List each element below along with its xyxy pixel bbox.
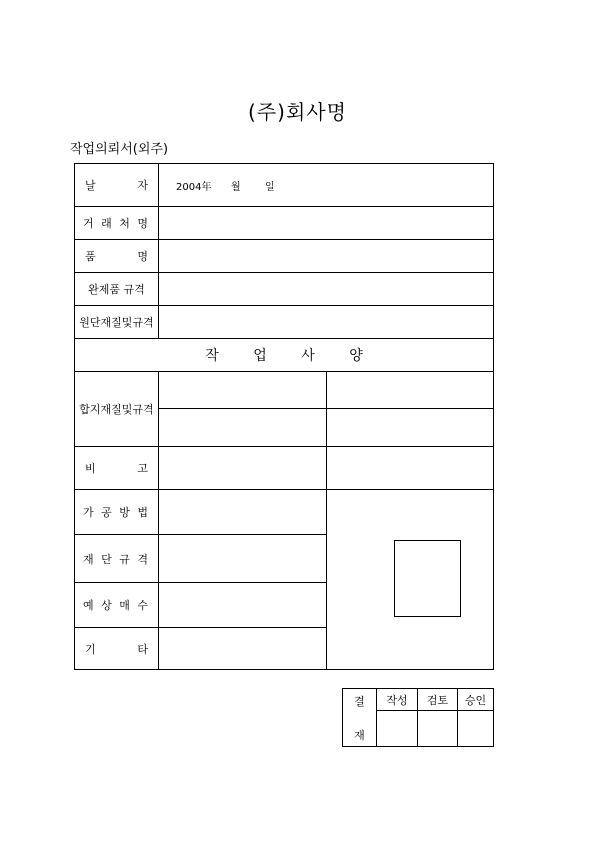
remarks-label-char-2: 고 (137, 462, 148, 475)
other-label-char-1: 기 (85, 643, 96, 656)
expected-sheets-label: 예 상 매 수 (83, 599, 150, 612)
product-name-field[interactable] (159, 240, 493, 272)
row-divider (158, 408, 494, 409)
column-divider (326, 371, 327, 670)
laminate-spec-label: 합지재질및규격 (79, 403, 154, 416)
column-divider (158, 371, 159, 670)
product-name-label (75, 240, 158, 272)
raw-material-spec-field[interactable] (159, 306, 493, 338)
section-char-2: 업 (253, 348, 267, 364)
section-char-1: 작 (205, 348, 219, 364)
approval-approver-sign[interactable] (458, 711, 493, 747)
approval-reviewer-label: 검토 (426, 693, 449, 707)
date-label-char-2: 자 (137, 179, 148, 192)
processing-method-label: 가 공 방 법 (83, 506, 150, 519)
section-char-3: 사 (301, 348, 315, 364)
product-label-char-1: 품 (85, 250, 96, 263)
cut-spec-label: 재 단 규 격 (83, 552, 150, 566)
date-label (75, 164, 158, 206)
remarks-label-char-1: 비 (85, 462, 96, 475)
approval-author-sign[interactable] (377, 711, 417, 747)
product-label-char-2: 명 (137, 250, 148, 263)
remarks-label (75, 447, 158, 489)
approval-header-top: 결 (354, 695, 365, 708)
finished-spec-label: 완제품 규격 (88, 283, 145, 296)
work-spec-section-header (75, 339, 493, 371)
other-label (75, 628, 158, 670)
approval-author-label: 작성 (386, 693, 408, 707)
approval-header-bottom: 재 (354, 729, 365, 742)
finished-spec-field[interactable] (159, 273, 493, 305)
section-char-4: 양 (349, 348, 363, 364)
date-month[interactable]: 월 (231, 181, 241, 193)
form-subtitle: 작업의뢰서(외주) (70, 142, 169, 157)
raw-material-spec-label: 원단재질및규격 (79, 316, 154, 329)
date-year[interactable]: 2004年 (176, 181, 212, 193)
date-day[interactable]: 일 (265, 181, 275, 193)
approval-approver-label: 승인 (464, 693, 487, 707)
date-label-char-1: 날 (85, 179, 96, 192)
page-title: (주)회사명 (248, 100, 347, 124)
sample-image-box (394, 540, 461, 617)
client-name-label: 거 래 처 명 (83, 217, 150, 230)
approval-reviewer-sign[interactable] (418, 711, 457, 747)
other-label-char-2: 타 (137, 643, 148, 656)
client-name-field[interactable] (159, 207, 493, 239)
